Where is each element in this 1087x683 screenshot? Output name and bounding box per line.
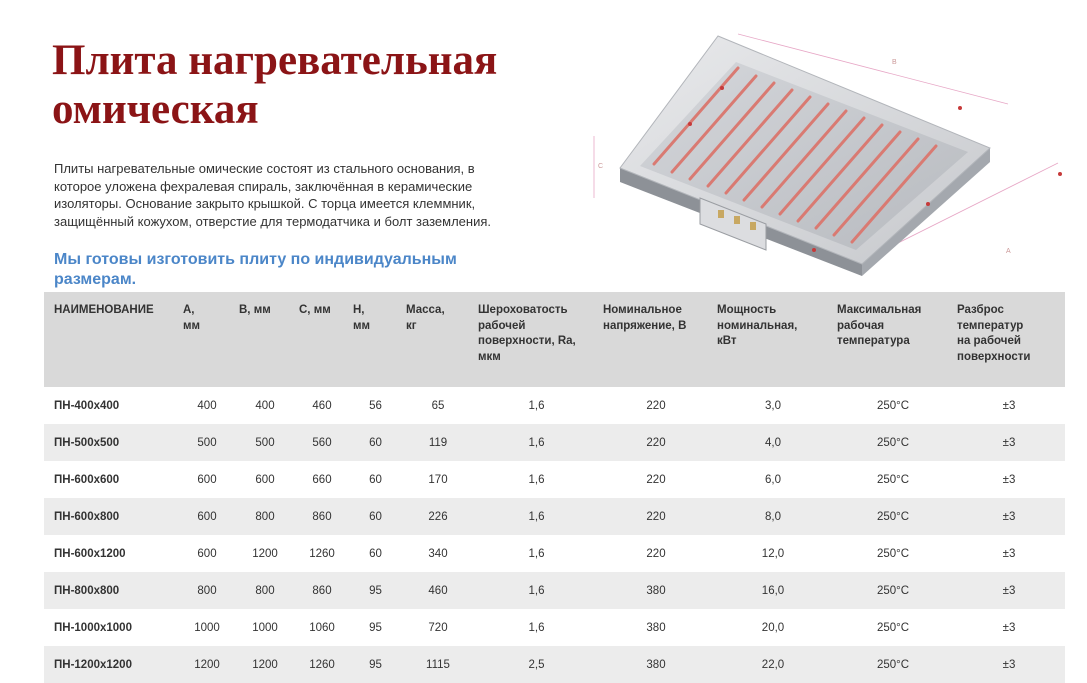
column-header-c: С, мм	[295, 292, 349, 387]
cell-a: 400	[197, 399, 217, 412]
cell-c: 1260	[295, 646, 349, 683]
offer-line: размерам.	[54, 271, 137, 288]
cell-h: 60	[349, 498, 402, 535]
cell-b: 1200	[235, 646, 295, 683]
cell-c: 560	[295, 424, 349, 461]
heating-plate-image	[588, 28, 1074, 278]
table-row	[44, 387, 1065, 424]
column-header-power: Мощность номинальная, кВт	[713, 292, 833, 387]
column-header-mass: Масса, кг	[402, 292, 474, 387]
cell-roughness: 1,6	[474, 424, 599, 461]
cell-a: 600	[197, 547, 217, 560]
cell-temperature-spread: ±3	[953, 572, 1065, 609]
column-header-voltage: Номинальное напряжение, В	[599, 292, 713, 387]
cell-c: 1060	[309, 621, 335, 634]
cell-max-temperature: 250°C	[833, 498, 953, 535]
cell-max-temperature: 250°C	[876, 621, 910, 634]
dimension-label-c: C	[598, 163, 604, 170]
cell-power: 8,0	[713, 498, 833, 535]
cell-temperature-spread: ±3	[953, 424, 1065, 461]
title-line: Плита нагревательная	[52, 37, 498, 84]
cell-a: 1000	[194, 621, 220, 634]
cell-voltage: 220	[646, 547, 666, 560]
cell-power: 3,0	[765, 399, 781, 412]
cell-a: 600	[197, 473, 217, 486]
cell-c: 860	[295, 572, 349, 609]
description-line: изоляторы. Основание закрыто крышкой. С торца имеется клеммник,	[54, 196, 476, 211]
cell-model-name: ПН-400х400	[54, 399, 120, 412]
cell-c: 660	[312, 473, 332, 486]
specifications-table	[44, 292, 1065, 683]
column-header-b: В, мм	[235, 292, 295, 387]
cell-model-name: ПН-1000х1000	[54, 621, 132, 634]
cell-voltage: 220	[646, 473, 666, 486]
table-row	[44, 424, 1065, 461]
column-header-name: НАИМЕНОВАНИЕ	[44, 292, 179, 387]
table-header-row	[44, 292, 1065, 387]
table-row	[44, 461, 1065, 498]
table-row	[44, 609, 1065, 646]
cell-temperature-spread: ±3	[1002, 621, 1016, 634]
terminal-bolt	[750, 222, 756, 230]
cell-model-name: ПН-500х500	[44, 424, 179, 461]
cell-c: 460	[312, 399, 332, 412]
cell-power: 22,0	[713, 646, 833, 683]
cell-max-temperature: 250°C	[833, 646, 953, 683]
cell-mass: 170	[428, 473, 448, 486]
table-row	[44, 535, 1065, 572]
cell-b: 1000	[252, 621, 278, 634]
cell-temperature-spread: ±3	[1002, 547, 1016, 560]
cell-roughness: 2,5	[474, 646, 599, 683]
cell-a: 1200	[179, 646, 235, 683]
dimension-label-a: A	[1006, 248, 1011, 255]
custom-size-offer	[54, 250, 574, 290]
column-header-temperature-spread: Разброс температур на рабочей поверхности	[953, 292, 1065, 387]
cell-b: 500	[235, 424, 295, 461]
cell-voltage: 220	[599, 424, 713, 461]
cell-mass: 720	[428, 621, 448, 634]
cell-a: 500	[179, 424, 235, 461]
cell-roughness: 1,6	[474, 572, 599, 609]
cell-h: 60	[369, 547, 382, 560]
cell-h: 95	[349, 572, 402, 609]
column-header-roughness: Шероховатость рабочей поверхности, Ra, мкм	[474, 292, 599, 387]
description-line: которое уложена фехралевая спираль, заключённая в керамические	[54, 178, 473, 194]
cell-model-name: ПН-800х800	[44, 572, 179, 609]
product-description	[54, 160, 574, 230]
cell-b: 1200	[252, 547, 278, 560]
cell-temperature-spread: ±3	[1002, 473, 1016, 486]
cell-temperature-spread: ±3	[1002, 399, 1016, 412]
cell-temperature-spread: ±3	[953, 498, 1065, 535]
cell-a: 600	[179, 498, 235, 535]
cell-model-name: ПН-600х600	[54, 473, 120, 486]
cell-power: 20,0	[761, 621, 785, 634]
cell-voltage: 220	[646, 399, 666, 412]
terminal-bolt	[718, 210, 724, 218]
cell-power: 12,0	[761, 547, 785, 560]
cell-c: 860	[295, 498, 349, 535]
cell-roughness: 1,6	[528, 547, 545, 560]
cell-voltage: 220	[599, 498, 713, 535]
cell-max-temperature: 250°C	[833, 572, 953, 609]
page-title	[52, 36, 497, 134]
cell-mass: 340	[428, 547, 448, 560]
cell-h: 95	[349, 646, 402, 683]
cell-max-temperature: 250°C	[876, 547, 910, 560]
cell-h: 60	[369, 473, 382, 486]
title-line: омическая	[52, 86, 259, 133]
cell-h: 60	[349, 424, 402, 461]
cell-voltage: 380	[599, 646, 713, 683]
column-header-h: Н, мм	[349, 292, 402, 387]
column-header-a: А, мм	[179, 292, 235, 387]
dimension-label-b: B	[892, 59, 897, 66]
description-line: Плиты нагревательные омические состоят из стального основания, в	[54, 161, 475, 176]
cell-h: 95	[369, 621, 382, 634]
offer-line: Мы готовы изготовить плиту по индивидуальным	[54, 251, 457, 268]
cell-b: 800	[235, 498, 295, 535]
cell-c: 1260	[309, 547, 335, 560]
terminal-bolt	[734, 216, 740, 224]
cell-power: 16,0	[713, 572, 833, 609]
cell-max-temperature: 250°C	[876, 399, 910, 412]
cell-a: 800	[179, 572, 235, 609]
cell-power: 4,0	[713, 424, 833, 461]
cell-roughness: 1,6	[528, 621, 545, 634]
cell-roughness: 1,6	[528, 399, 545, 412]
column-header-max-temperature: Максимальная рабочая температура	[833, 292, 953, 387]
cell-mass: 119	[402, 424, 474, 461]
cell-mass: 1115	[402, 646, 474, 683]
cell-power: 6,0	[765, 473, 781, 486]
cell-b: 800	[235, 572, 295, 609]
cell-temperature-spread: ±3	[953, 646, 1065, 683]
table-row	[44, 498, 1065, 535]
cell-voltage: 380	[646, 621, 666, 634]
cell-model-name: ПН-1200х1200	[44, 646, 179, 683]
cell-max-temperature: 250°C	[833, 424, 953, 461]
cell-model-name: ПН-600х800	[44, 498, 179, 535]
cell-roughness: 1,6	[528, 473, 545, 486]
cell-h: 56	[369, 399, 382, 412]
cell-b: 600	[255, 473, 275, 486]
description-line: защищённый кожухом, отверстие для термодатчика и болт заземления.	[54, 213, 491, 229]
cell-mass: 65	[431, 399, 445, 412]
cell-roughness: 1,6	[474, 498, 599, 535]
cell-max-temperature: 250°C	[876, 473, 910, 486]
cell-voltage: 380	[599, 572, 713, 609]
table-row	[44, 646, 1065, 683]
cell-mass: 226	[402, 498, 474, 535]
cell-mass: 460	[402, 572, 474, 609]
cell-b: 400	[255, 399, 275, 412]
cell-model-name: ПН-600х1200	[54, 547, 126, 560]
table-row	[44, 572, 1065, 609]
